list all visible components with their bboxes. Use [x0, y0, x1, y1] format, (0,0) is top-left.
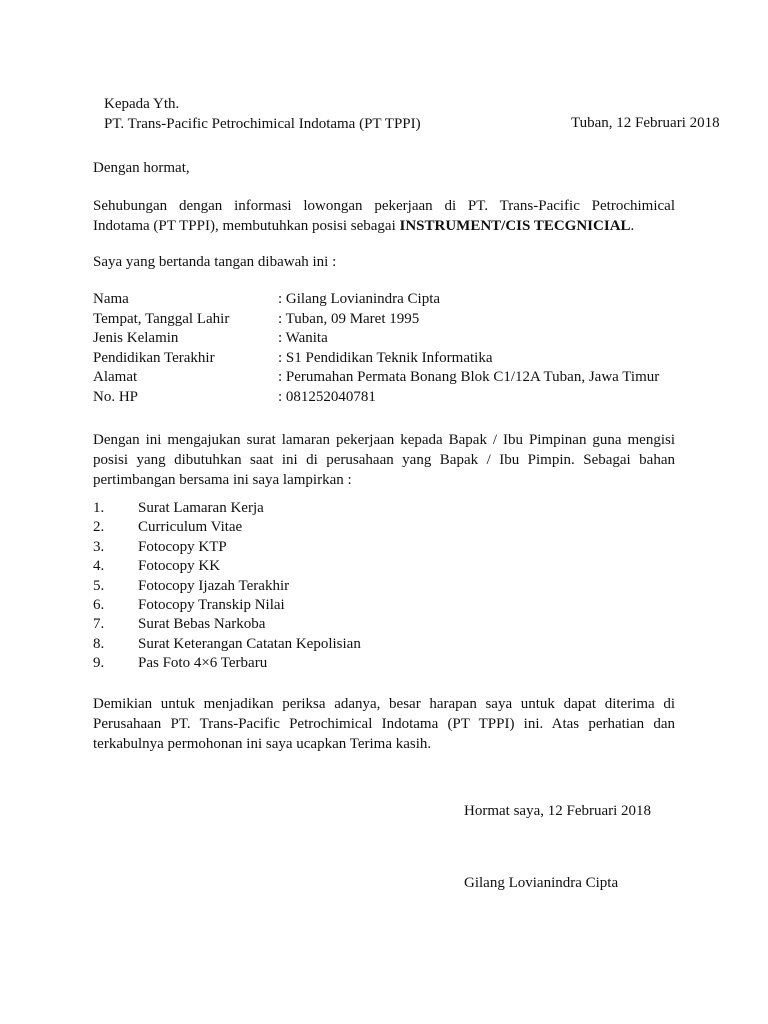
list-item-number: 1. — [93, 500, 105, 516]
bio-label: Tempat, Tanggal Lahir — [93, 310, 230, 327]
bio-label: No. HP — [93, 388, 139, 405]
letter-date: Tuban, 12 Februari 2018 — [571, 115, 720, 131]
bio-label: Alamat — [93, 369, 138, 385]
bio-value: : S1 Pendidikan Teknik Informatika — [278, 349, 493, 366]
salutation: Dengan hormat, — [93, 160, 190, 176]
list-item-text: Fotocopy Ijazah Terakhir — [138, 577, 290, 594]
bio-row — [93, 368, 693, 388]
list-item-text: Pas Foto 4×6 Terbaru — [138, 655, 268, 672]
paragraph-closing-line-2: Perusahaan PT. Trans-Pacific Petrochimical Indotama (PT TPPI) ini. Atas perhatian dan — [93, 716, 675, 732]
bio-label: Pendidikan Terakhir — [93, 349, 215, 366]
list-item — [93, 538, 493, 557]
list-item — [93, 615, 493, 634]
bio-value: : Gilang Lovianindra Cipta — [278, 291, 441, 307]
bio-label: Jenis Kelamin — [93, 330, 179, 346]
paragraph-closing-line-3: terkabulnya permohonan ini saya ucapkan Terima kasih. — [93, 736, 432, 752]
list-item — [93, 654, 493, 673]
list-item-number: 4. — [93, 558, 105, 575]
paragraph-application — [93, 430, 675, 490]
list-item-text: Surat Bebas Narkoba — [138, 616, 266, 633]
list-item-number: 8. — [93, 635, 105, 652]
list-item-text: Fotocopy Transkip Nilai — [138, 596, 285, 613]
list-item-text: Curriculum Vitae — [138, 519, 243, 536]
list-item — [93, 635, 493, 654]
paragraph-opening-line-2 — [93, 216, 675, 236]
list-item-number: 6. — [93, 596, 105, 613]
paragraph-closing-line-1: Demikian untuk menjadikan periksa adanya, besar harapan saya untuk dapat diterima di — [93, 696, 675, 712]
signature-name: Gilang Lovianindra Cipta — [464, 875, 619, 891]
position-title: INSTRUMENT/CIS TECGNICIAL — [399, 218, 631, 234]
list-item — [93, 557, 493, 576]
list-item — [93, 518, 493, 537]
list-item-number: 5. — [93, 577, 105, 594]
bio-table — [93, 290, 693, 407]
paragraph-closing — [93, 694, 675, 754]
bio-row — [93, 290, 693, 310]
recipient-line-2: PT. Trans-Pacific Petrochimical Indotama (PT TPPI) — [104, 116, 421, 132]
recipient-line-1: Kepada Yth. — [104, 96, 180, 112]
attachment-list — [93, 499, 493, 674]
bio-row — [93, 310, 693, 330]
paragraph-opening-line-2-prefix: Indotama (PT TPPI), membutuhkan posisi sebagai — [93, 218, 400, 234]
list-item-text: Surat Keterangan Catatan Kepolisian — [138, 635, 361, 652]
list-item-number: 7. — [93, 616, 105, 633]
paragraph-application-line-3: pertimbangan bersama ini saya lampirkan : — [93, 472, 352, 488]
paragraph-application-line-2: posisi yang dibutuhkan saat ini di perusahaan yang Bapak / Ibu Pimpin. Sebagai bahan — [93, 452, 675, 468]
bio-row — [93, 329, 693, 349]
paragraph-application-line-1: Dengan ini mengajukan surat lamaran pekerjaan kepada Bapak / Ibu Pimpinan guna mengisi — [93, 432, 675, 448]
list-item-text: Fotocopy KTP — [138, 538, 227, 555]
list-item — [93, 577, 493, 596]
list-item-number: 3. — [93, 538, 105, 555]
list-item-text: Fotocopy KK — [138, 558, 221, 575]
closing-line: Hormat saya, 12 Februari 2018 — [464, 803, 652, 819]
paragraph-opening-line-1: Sehubungan dengan informasi lowongan pekerjaan di PT. Trans-Pacific Petrochimical — [93, 198, 675, 214]
bio-intro: Saya yang bertanda tangan dibawah ini : — [93, 254, 337, 270]
bio-value: : Perumahan Permata Bonang Blok C1/12A Tuban, Jawa Timur — [278, 369, 660, 385]
bio-value: : Tuban, 09 Maret 1995 — [278, 310, 420, 327]
paragraph-opening-line-2-suffix: . — [630, 218, 635, 234]
bio-value: : Wanita — [278, 330, 328, 346]
bio-row — [93, 349, 693, 369]
paragraph-opening — [93, 196, 675, 236]
list-item-text: Surat Lamaran Kerja — [138, 500, 264, 516]
list-item-number: 2. — [93, 519, 105, 536]
bio-value: : 081252040781 — [278, 388, 376, 405]
list-item — [93, 596, 493, 615]
list-item — [93, 499, 493, 518]
list-item-number: 9. — [93, 655, 105, 672]
bio-label: Nama — [93, 291, 129, 307]
bio-row — [93, 388, 693, 408]
